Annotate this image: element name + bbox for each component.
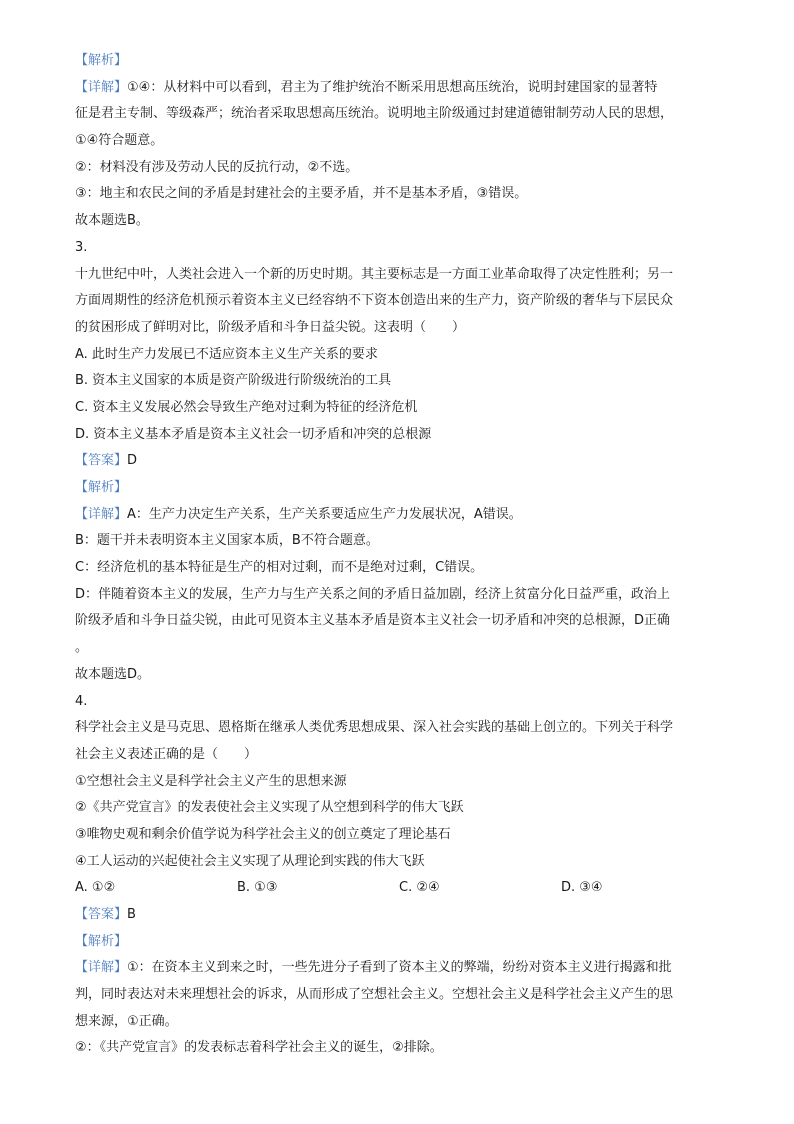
text-line [75, 769, 725, 796]
section-tag: 【答案】 [75, 453, 128, 469]
line-text: 判，同时表达对未来理想社会的诉求，从而形成了空想社会主义。空想社会主义是科学社会主义产生的思 [75, 987, 674, 1003]
line-text: 故本题选B。 [75, 213, 149, 229]
line-text: ①：在资本主义到来之时，一些先进分子看到了资本主义的弊端，纷纷对资本主义进行揭露和批 [127, 960, 672, 976]
line-text: A. 此时生产力发展已不适应资本主义生产关系的要求 [75, 346, 378, 362]
document-page [75, 48, 725, 1062]
text-line [75, 422, 725, 449]
line-text: 十九世纪中叶，人类社会进入一个新的历史时期。其主要标志是一方面工业革命取得了决定性胜利；另一 [75, 266, 674, 282]
line-text: ②：材料没有涉及劳动人民的反抗行动，②不选。 [75, 159, 359, 175]
line-text: ③：地主和农民之间的矛盾是封建社会的主要矛盾，并不是基本矛盾，③错误。 [75, 186, 528, 202]
line-text: 故本题选D。 [75, 666, 151, 682]
text-line [75, 608, 725, 635]
text-line [75, 448, 725, 475]
section-tag: 【解析】 [75, 933, 128, 949]
line-text: 科学社会主义是马克思、恩格斯在继承人类优秀思想成果、深入社会实践的基础上创立的。下列关于科学 [75, 720, 674, 736]
text-line [75, 528, 725, 555]
line-text: 阶级矛盾和斗争日益尖锐，由此可见资本主义基本矛盾是资本主义社会一切矛盾和冲突的总根源，D正确 [75, 613, 671, 629]
text-line [75, 101, 725, 128]
text-line [75, 929, 725, 956]
text-line [75, 208, 725, 235]
section-tag: 【详解】 [75, 960, 128, 976]
line-text: 。 [75, 640, 89, 656]
line-text: 征是君主专制、等级森严；统治者采取思想高压统治。说明地主阶级通过封建道德钳制劳动人民的思想， [75, 106, 674, 122]
line-text: 3. [75, 239, 88, 255]
option-d: D. ③④ [561, 880, 603, 896]
line-text: A：生产力决定生产关系，生产关系要适应生产力发展状况，A错误。 [127, 506, 522, 522]
line-text: 方面周期性的经济危机预示着资本主义已经容纳不下资本创造出来的生产力，资产阶级的奢华与下层民众 [75, 293, 674, 309]
text-line [75, 475, 725, 502]
text-line [75, 395, 725, 422]
line-text: ②：《共产党宣言》的发表标志着科学社会主义的诞生，②排除。 [75, 1040, 443, 1056]
text-line [75, 502, 725, 529]
text-line [75, 48, 725, 75]
line-text: ②《共产党宣言》的发表使社会主义实现了从空想到科学的伟大飞跃 [75, 800, 464, 816]
line-text: D [127, 453, 138, 469]
text-line [75, 715, 725, 742]
text-line [75, 181, 725, 208]
line-text: C：经济危机的基本特征是生产的相对过剩，而不是绝对过剩，C错误。 [75, 560, 484, 576]
line-text: ④工人运动的兴起使社会主义实现了从理论到实践的伟大飞跃 [75, 853, 425, 869]
text-line [75, 1035, 725, 1062]
text-line [75, 635, 725, 662]
text-line [75, 235, 725, 262]
line-text: D：伴随着资本主义的发展，生产力与生产关系之间的矛盾日益加剧，经济上贫富分化日益严重，政治上 [75, 586, 671, 602]
line-text: 社会主义表述正确的是（ ） [75, 746, 258, 762]
line-text: 4. [75, 693, 88, 709]
text-line [75, 1009, 725, 1036]
text-line [75, 555, 725, 582]
text-line [75, 128, 725, 155]
line-text: 的贫困形成了鲜明对比，阶级矛盾和斗争日益尖锐。这表明（ ） [75, 319, 466, 335]
line-text: ①④：从材料中可以看到，君主为了维护统治不断采用思想高压统治，说明封建国家的显著特 [127, 79, 658, 95]
text-line [75, 822, 725, 849]
line-text: D. 资本主义基本矛盾是资本主义社会一切矛盾和冲突的总根源 [75, 426, 432, 442]
line-text: B：题干并未表明资本主义国家本质，B不符合题意。 [75, 533, 379, 549]
option-a: A. ①② [75, 880, 116, 896]
text-line [75, 368, 725, 395]
text-line [75, 315, 725, 342]
text-line [75, 689, 725, 716]
text-line [75, 342, 725, 369]
text-line [75, 795, 725, 822]
section-tag: 【详解】 [75, 506, 128, 522]
line-text: B. 资本主义国家的本质是资产阶级进行阶级统治的工具 [75, 373, 392, 389]
text-line [75, 955, 725, 982]
text-line [75, 849, 725, 876]
text-line [75, 75, 725, 102]
option-c: C. ②④ [399, 880, 440, 896]
section-tag: 【详解】 [75, 79, 128, 95]
line-text: ①④符合题意。 [75, 133, 164, 149]
text-line [75, 288, 725, 315]
text-line [75, 982, 725, 1009]
document-body-tail [75, 902, 725, 1062]
text-line [75, 742, 725, 769]
text-line [75, 902, 725, 929]
section-tag: 【答案】 [75, 907, 128, 922]
text-line [75, 262, 725, 289]
text-line [75, 582, 725, 609]
line-text: ③唯物史观和剩余价值学说为科学社会主义的创立奠定了理论基石 [75, 826, 451, 842]
text-line [75, 155, 725, 182]
text-line [75, 662, 725, 689]
option-b: B. ①③ [237, 880, 278, 896]
line-text: B [127, 907, 136, 922]
document-body [75, 48, 725, 875]
line-text: 想来源，①正确。 [75, 1013, 178, 1029]
section-tag: 【解析】 [75, 480, 128, 495]
line-text: C. 资本主义发展必然会导致生产绝对过剩为特征的经济危机 [75, 399, 418, 415]
answer-options [75, 875, 725, 902]
line-text: ①空想社会主义是科学社会主义产生的思想来源 [75, 773, 347, 789]
section-tag: 【解析】 [75, 53, 128, 68]
